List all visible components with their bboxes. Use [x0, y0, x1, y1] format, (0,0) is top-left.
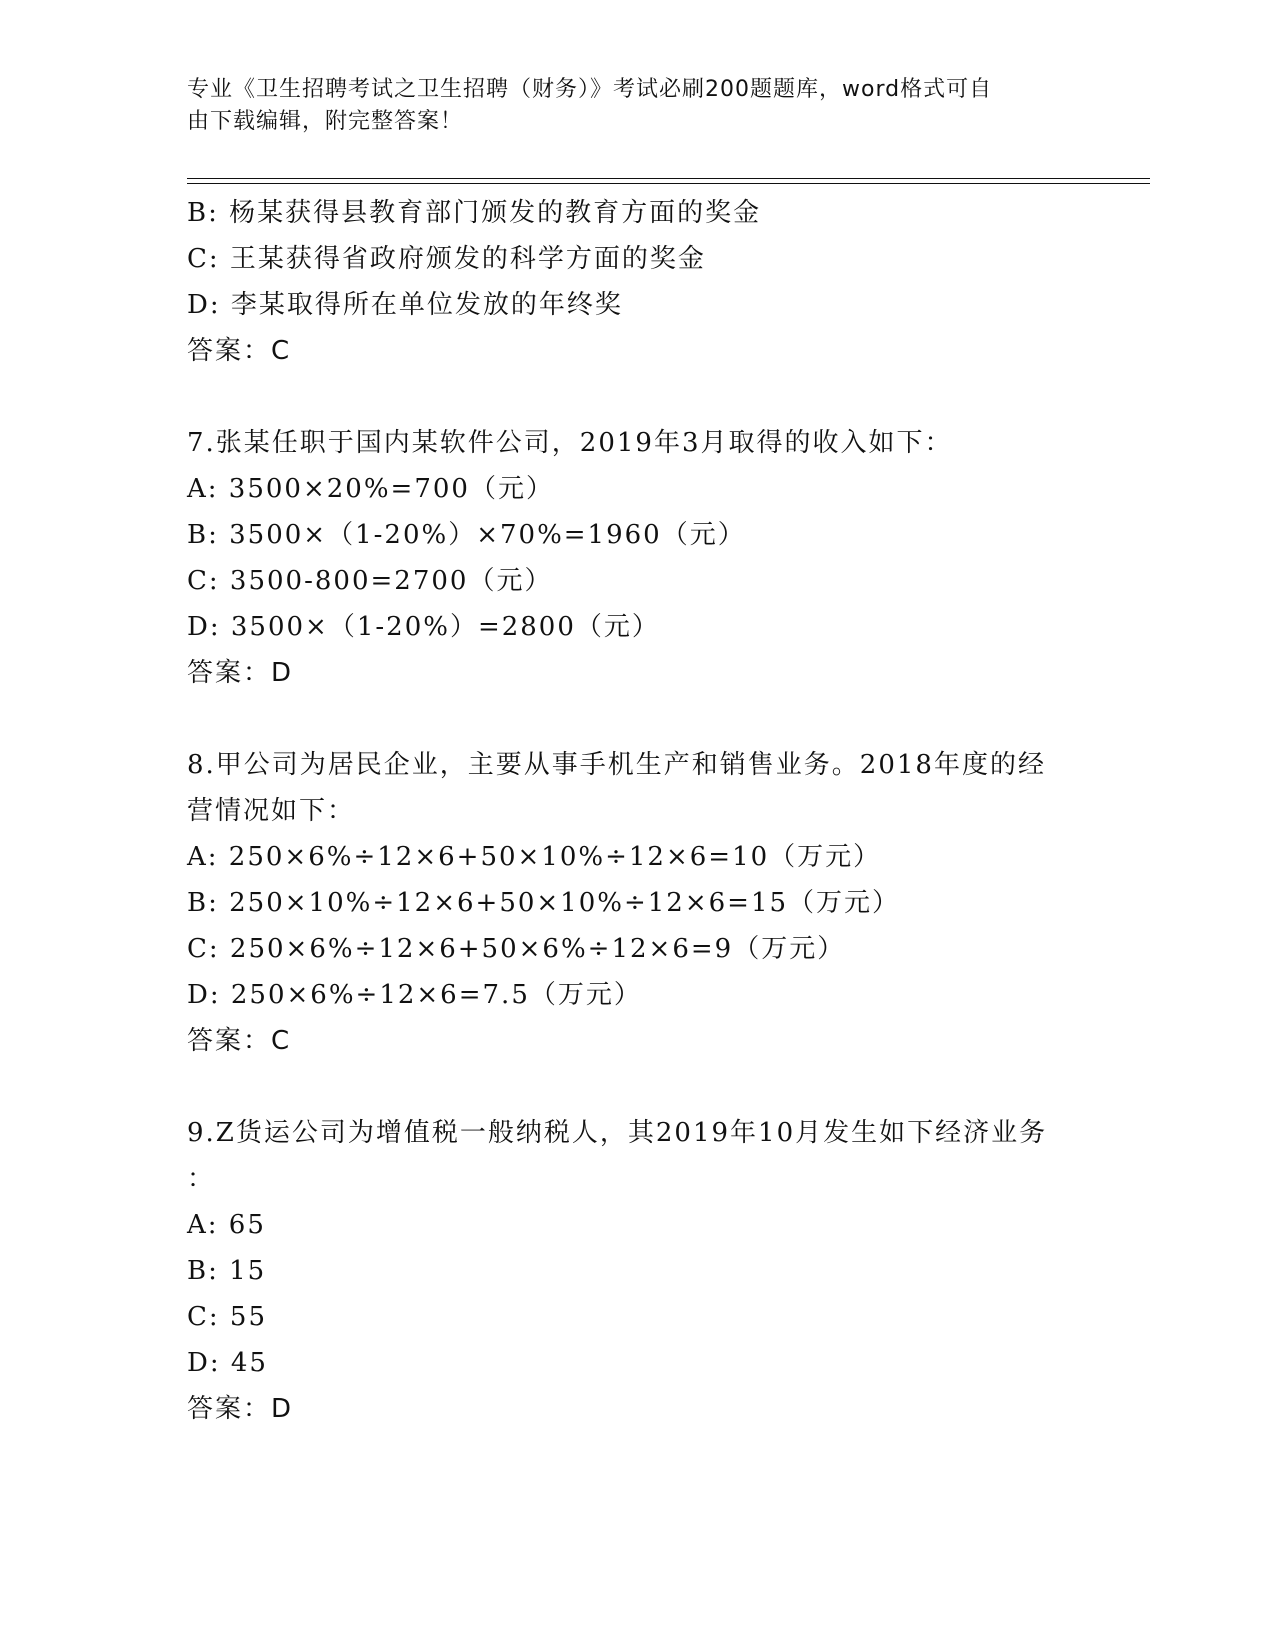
option-d: D: 李某取得所在单位发放的年终奖 [187, 290, 623, 320]
header-line-2: 由下载编辑，附完整答案！ [187, 109, 464, 134]
option-b: B: 3500×（1-20%）×70%=1960（元） [187, 520, 746, 550]
header-line-1: 专业《卫生招聘考试之卫生招聘（财务）》考试必刷200题题库，word格式可自 [187, 77, 993, 102]
answer-line: 答案：C [187, 1026, 292, 1056]
option-c: C: 3500-800=2700（元） [187, 566, 553, 596]
document-header [187, 74, 1067, 138]
answer-line: 答案：C [187, 336, 292, 366]
question-stem-line-2: 营情况如下： [187, 796, 356, 826]
option-c: C: 55 [187, 1302, 268, 1332]
option-d: D: 250×6%÷12×6=7.5（万元） [187, 980, 642, 1010]
option-a: A: 250×6%÷12×6+50×10%÷12×6=10（万元） [187, 842, 882, 872]
question-stem-line-1: 8.甲公司为居民企业，主要从事手机生产和销售业务。2018年度的经 [187, 750, 1046, 780]
option-c: C: 250×6%÷12×6+50×6%÷12×6=9（万元） [187, 934, 846, 964]
question-stem-line-2: ： [187, 1164, 216, 1194]
question-8 [187, 742, 1087, 1064]
answer-line: 答案：D [187, 1394, 294, 1424]
question-content [187, 190, 1087, 1432]
header-divider-top [187, 178, 1150, 179]
option-d: D: 3500×（1-20%）=2800（元） [187, 612, 660, 642]
question-stem-line-1: 9.Z货运公司为增值税一般纳税人，其2019年10月发生如下经济业务 [187, 1118, 1048, 1148]
question-9 [187, 1110, 1087, 1432]
option-b: B: 250×10%÷12×6+50×10%÷12×6=15（万元） [187, 888, 901, 918]
header-divider-bottom [187, 183, 1150, 184]
option-b: B: 杨某获得县教育部门颁发的教育方面的奖金 [187, 198, 762, 228]
option-c: C: 王某获得省政府颁发的科学方面的奖金 [187, 244, 706, 274]
answer-line: 答案：D [187, 658, 294, 688]
option-a: A: 65 [187, 1210, 266, 1240]
option-d: D: 45 [187, 1348, 268, 1378]
option-a: A: 3500×20%=700（元） [187, 474, 554, 504]
option-b: B: 15 [187, 1256, 267, 1286]
question-stem: 7.张某任职于国内某软件公司，2019年3月取得的收入如下： [187, 428, 953, 458]
question-7 [187, 420, 1087, 696]
question-continued [187, 190, 1087, 374]
